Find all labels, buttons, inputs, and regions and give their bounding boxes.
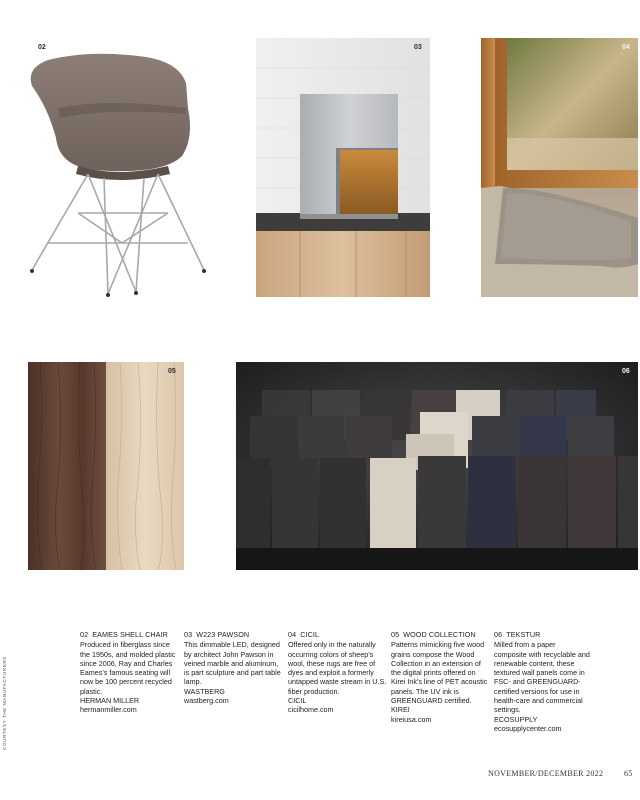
caption-brand: WASTBERG bbox=[184, 686, 225, 696]
photo-wood-collection bbox=[28, 362, 184, 570]
photo-number-03: 03 bbox=[414, 44, 422, 51]
caption-brand: CICIL bbox=[288, 696, 307, 706]
caption-description: Milled from a paper composite with recyclable and renewable content, these textured wall panels come in FSC- and GREENGUARD-certified versions for use in health-care and commercial settings. bbox=[494, 640, 590, 715]
issue-date: NOVEMBER/DECEMBER 2022 bbox=[488, 769, 604, 778]
caption-url[interactable]: hermanmiller.com bbox=[80, 705, 137, 715]
caption-heading: 02 EAMES SHELL CHAIR bbox=[80, 630, 168, 639]
rug-illustration bbox=[481, 38, 638, 297]
caption-heading: 03 W223 PAWSON bbox=[184, 630, 250, 639]
caption-brand: KIREI bbox=[391, 705, 410, 715]
caption-w223-pawson bbox=[184, 630, 284, 705]
caption-description: Patterns mimicking five wood grains compose the Wood Collection in an extension of the digital prints offered on Kirei Ink's line of PET acoustic panels. The UV ink is GREENGUARD certified. bbox=[391, 640, 488, 706]
caption-eames-shell-chair bbox=[80, 630, 180, 715]
caption-description: Offered only in the naturally occurring colors of sheep's wool, these rugs are free of dyes and exploit a formerly untapped waste stream in U.S. fiber production. bbox=[288, 640, 387, 696]
photo-number-04: 04 bbox=[622, 44, 630, 51]
caption-brand: ECOSUPPLY bbox=[494, 714, 538, 724]
chair-illustration bbox=[18, 38, 218, 298]
photo-credit: COURTESY THE MANUFACTURERS bbox=[2, 656, 7, 750]
photo-pawson-lamp bbox=[256, 38, 430, 297]
photo-tekstur-panels bbox=[236, 362, 638, 570]
caption-cicil bbox=[288, 630, 388, 715]
caption-url[interactable]: cicilhome.com bbox=[288, 705, 334, 715]
photo-number-02: 02 bbox=[38, 44, 46, 51]
caption-heading: 04 CICIL bbox=[288, 630, 320, 639]
photo-cicil-rug bbox=[481, 38, 638, 297]
caption-url[interactable]: wastberg.com bbox=[184, 696, 229, 706]
caption-description: Produced in fiberglass since the 1950s, and molded plastic since 2006, Ray and Charles Eames's famous seating will now be 100 percent recycled plastic. bbox=[80, 640, 176, 696]
caption-description: This dimmable LED, designed by architect John Pawson in veined marble and aluminum, is part sculpture and part table lamp. bbox=[184, 640, 281, 687]
caption-tekstur bbox=[494, 630, 590, 733]
caption-heading: 05 WOOD COLLECTION bbox=[391, 630, 476, 639]
panels-illustration bbox=[236, 362, 638, 570]
lamp-illustration bbox=[256, 38, 430, 297]
page-number: 65 bbox=[624, 769, 633, 778]
photo-eames-chair bbox=[18, 38, 218, 298]
photo-number-05: 05 bbox=[168, 368, 176, 375]
caption-url[interactable]: ecosupplycenter.com bbox=[494, 723, 562, 733]
caption-brand: HERMAN MILLER bbox=[80, 696, 140, 706]
caption-heading: 06 TEKSTUR bbox=[494, 630, 541, 639]
caption-wood-collection bbox=[391, 630, 491, 724]
wood-illustration bbox=[28, 362, 184, 570]
caption-url[interactable]: kireiusa.com bbox=[391, 714, 432, 724]
photo-number-06: 06 bbox=[622, 368, 630, 375]
